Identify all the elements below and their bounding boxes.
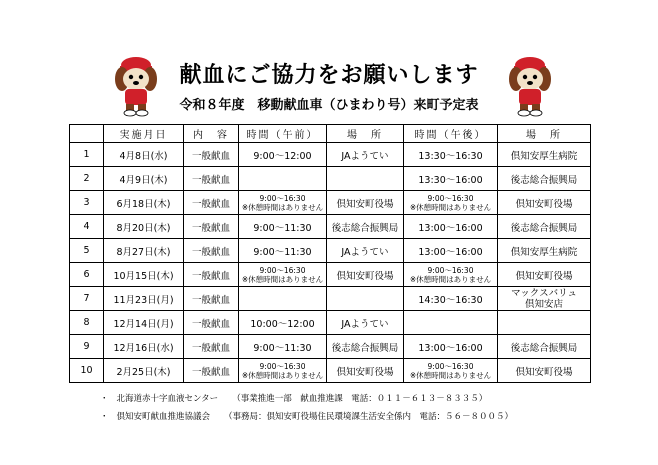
- row-pm-time: 9:00～16:30: [427, 265, 474, 275]
- row-date: 11月23日(月): [104, 287, 184, 311]
- row-number: 4: [70, 215, 104, 239]
- row-number: 6: [70, 263, 104, 287]
- row-content: 一般献血: [184, 191, 239, 215]
- table-row: [70, 311, 591, 335]
- row-pm-place: 後志総合振興局: [498, 167, 591, 191]
- row-am-time-note: ※休憩時間はありません: [241, 202, 324, 212]
- row-pm-time-note: ※休憩時間はありません: [409, 202, 492, 212]
- row-am-place: JAようてい: [327, 239, 404, 263]
- row-pm-place: 後志総合振興局: [498, 335, 591, 359]
- row-am-place: [327, 167, 404, 191]
- row-am-time: [239, 287, 327, 311]
- row-am-place: 後志総合振興局: [327, 215, 404, 239]
- row-content: 一般献血: [184, 215, 239, 239]
- table-row: [70, 263, 591, 287]
- row-number: 10: [70, 359, 104, 383]
- row-pm-place: 倶知安町役場: [498, 359, 591, 383]
- row-date: 10月15日(木): [104, 263, 184, 287]
- footer-line-blood-center: [100, 392, 487, 404]
- row-content: 一般献血: [184, 263, 239, 287]
- page-title: 献血にご協力をお願いします: [179, 63, 479, 88]
- row-pm-time: [404, 311, 498, 335]
- footer-line-council: [100, 410, 513, 422]
- row-number: 7: [70, 287, 104, 311]
- row-content: 一般献血: [184, 167, 239, 191]
- row-pm-place: 後志総合振興局: [498, 215, 591, 239]
- footer-org: 倶知安町献血推進協議会: [116, 412, 211, 422]
- table-row: [70, 239, 591, 263]
- row-number: 5: [70, 239, 104, 263]
- row-pm-place-2: 倶知安店: [524, 298, 563, 310]
- row-date: 4月9日(木): [104, 167, 184, 191]
- row-pm-time-cell: [404, 263, 498, 287]
- row-am-place: 後志総合振興局: [327, 335, 404, 359]
- row-date: 8月27日(木): [104, 239, 184, 263]
- row-am-time-note: ※休憩時間はありません: [241, 370, 324, 380]
- row-am-time: 9:00～12:00: [239, 143, 327, 167]
- row-date: 6月18日(木): [104, 191, 184, 215]
- row-pm-place: マックスバリュ: [511, 287, 577, 299]
- row-pm-place: 倶知安厚生病院: [498, 143, 591, 167]
- row-pm-place: 倶知安厚生病院: [498, 239, 591, 263]
- row-am-time: 9:00～16:30: [259, 193, 306, 203]
- row-pm-time-note: ※休憩時間はありません: [409, 274, 492, 284]
- row-pm-time: 13:30～16:30: [404, 143, 498, 167]
- row-date: 12月14日(月): [104, 311, 184, 335]
- table-row: [70, 167, 591, 191]
- row-pm-time: 14:30～16:30: [404, 287, 498, 311]
- header-date: 実施月日: [104, 125, 184, 143]
- table-row: [70, 287, 591, 311]
- row-content: 一般献血: [184, 359, 239, 383]
- row-am-place: JAようてい: [327, 311, 404, 335]
- row-content: 一般献血: [184, 239, 239, 263]
- row-date: 8月20日(木): [104, 215, 184, 239]
- row-content: 一般献血: [184, 143, 239, 167]
- row-pm-time: 9:00～16:30: [427, 193, 474, 203]
- header-pm-place: 場 所: [498, 125, 591, 143]
- row-am-time: [239, 167, 327, 191]
- row-am-time-cell: [239, 191, 327, 215]
- table-row: [70, 143, 591, 167]
- header-am-time: 時間（午前）: [239, 125, 327, 143]
- row-pm-place: 倶知安町役場: [498, 263, 591, 287]
- row-am-time-note: ※休憩時間はありません: [241, 274, 324, 284]
- header-content: 内 容: [184, 125, 239, 143]
- row-am-time-cell: [239, 359, 327, 383]
- row-am-place: 倶知安町役場: [327, 191, 404, 215]
- header-no: [70, 125, 104, 143]
- table-row: [70, 215, 591, 239]
- footer-contact: （事業推進一部 献血推進課 電話：０１１－６１３－８３３５）: [232, 394, 488, 404]
- row-number: 9: [70, 335, 104, 359]
- row-pm-time-cell: [404, 191, 498, 215]
- schedule-subtitle: 令和８年度 移動献血車（ひまわり号）来町予定表: [179, 98, 479, 113]
- footer-contact: （事務局：倶知安町役場住民環境課生活安全係内 電話：５６－８００５）: [224, 412, 514, 422]
- row-am-time: 10:00～12:00: [239, 311, 327, 335]
- header-pm-time: 時間（午後）: [404, 125, 498, 143]
- row-pm-place: 倶知安町役場: [498, 191, 591, 215]
- footer-org: 北海道赤十字血液センター: [116, 394, 219, 404]
- row-am-time: 9:00～11:30: [239, 215, 327, 239]
- table-row: [70, 335, 591, 359]
- row-date: 2月25日(木): [104, 359, 184, 383]
- schedule-table: [69, 124, 591, 383]
- row-am-place: [327, 287, 404, 311]
- row-date: 4月8日(水): [104, 143, 184, 167]
- row-am-time: 9:00～11:30: [239, 335, 327, 359]
- row-content: 一般献血: [184, 287, 239, 311]
- row-pm-time-note: ※休憩時間はありません: [409, 370, 492, 380]
- footer-bullet: ・: [100, 394, 109, 404]
- row-am-time: 9:00～16:30: [259, 361, 306, 371]
- row-pm-time: 13:30～16:00: [404, 167, 498, 191]
- row-number: 1: [70, 143, 104, 167]
- row-am-time: 9:00～11:30: [239, 239, 327, 263]
- row-am-place: 倶知安町役場: [327, 263, 404, 287]
- row-content: 一般献血: [184, 311, 239, 335]
- row-pm-time: 13:00～16:00: [404, 335, 498, 359]
- row-pm-time: 13:00～16:00: [404, 215, 498, 239]
- row-pm-place: [498, 311, 591, 335]
- row-pm-time: 13:00～16:00: [404, 239, 498, 263]
- row-am-time: 9:00～16:30: [259, 265, 306, 275]
- row-pm-time-cell: [404, 359, 498, 383]
- row-content: 一般献血: [184, 335, 239, 359]
- row-am-place: 倶知安町役場: [327, 359, 404, 383]
- table-row: [70, 191, 591, 215]
- row-pm-place-cell: [498, 287, 591, 311]
- row-number: 8: [70, 311, 104, 335]
- row-am-time-cell: [239, 263, 327, 287]
- row-date: 12月16日(水): [104, 335, 184, 359]
- row-am-place: JAようてい: [327, 143, 404, 167]
- row-number: 3: [70, 191, 104, 215]
- row-number: 2: [70, 167, 104, 191]
- table-header-row: [70, 125, 591, 143]
- table-row: [70, 359, 591, 383]
- row-pm-time: 9:00～16:30: [427, 361, 474, 371]
- header-am-place: 場 所: [327, 125, 404, 143]
- footer-bullet: ・: [100, 412, 109, 422]
